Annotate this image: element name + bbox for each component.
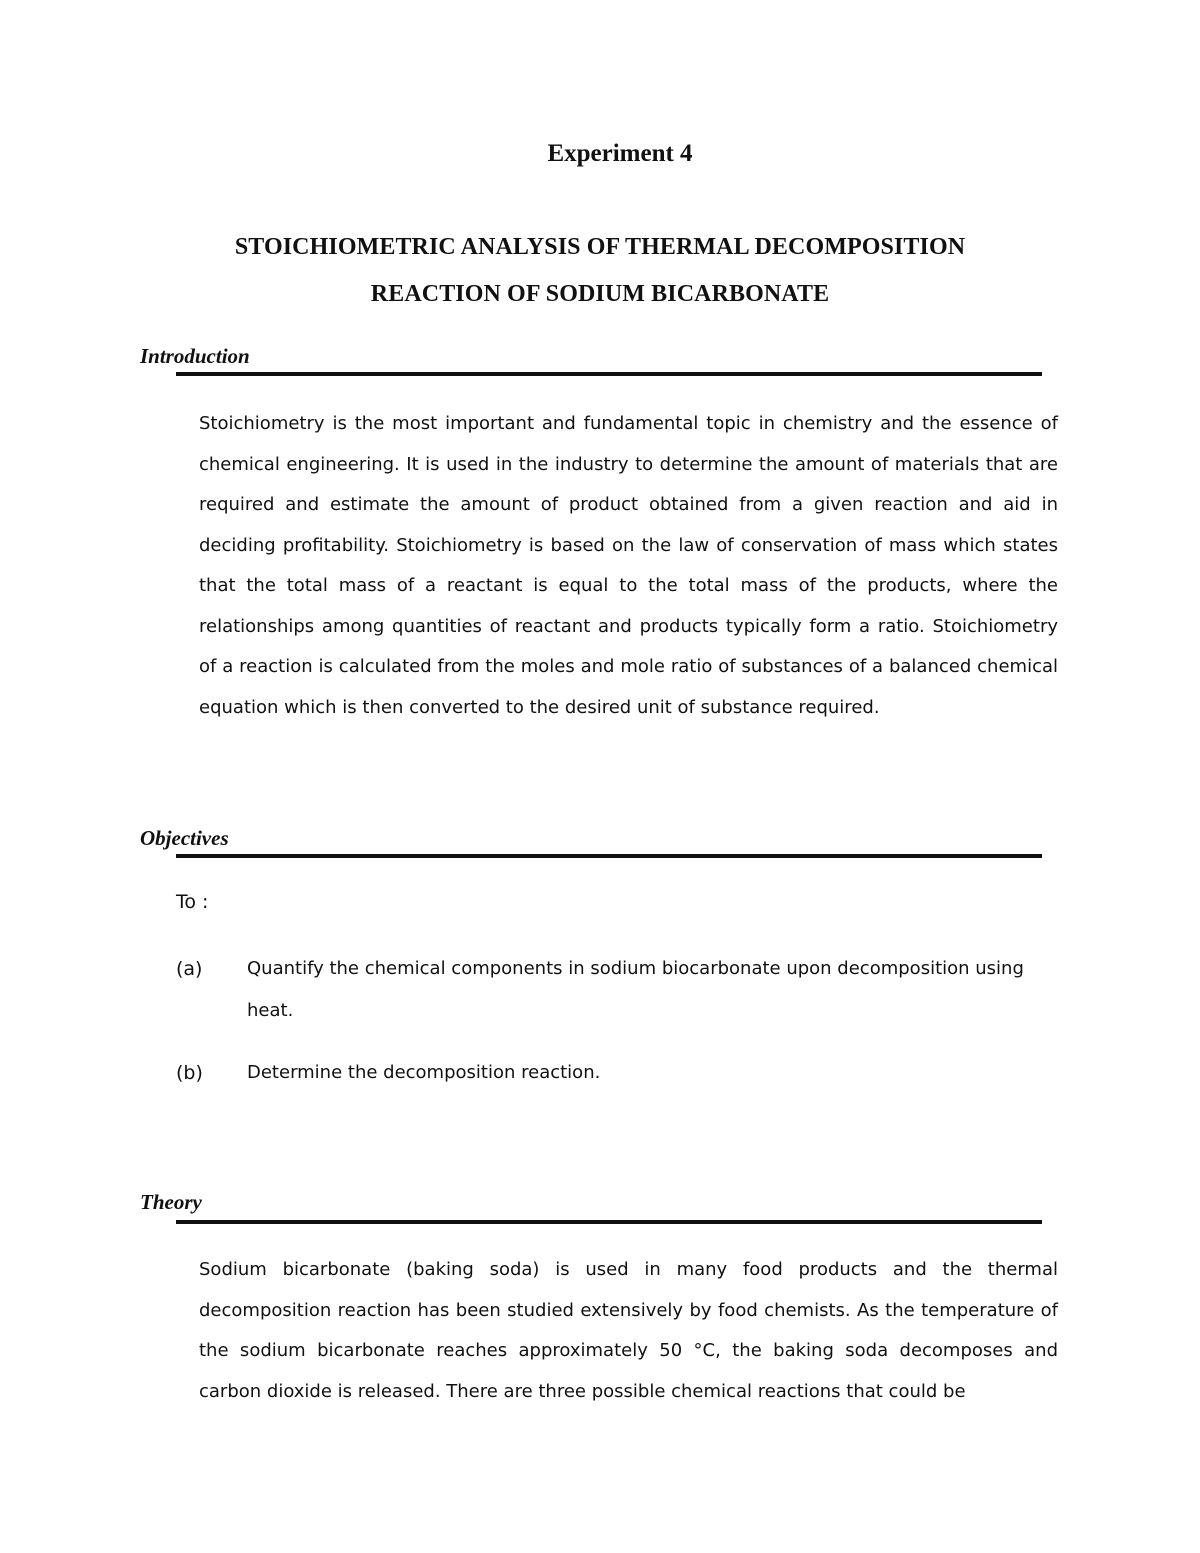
objective-text-b: Determine the decomposition reaction. <box>247 1062 601 1083</box>
theory-rule <box>176 1220 1042 1224</box>
document-title <box>0 224 1200 318</box>
theory-paragraph: Sodium bicarbonate (baking soda) is used in many food products and the thermal decomposition reaction has been studied extensively by food chemists. As the temperature of the sodium bicarbonate reaches approximately 50 °C, the baking soda decomposes and carbon dioxide is released. There are three possible chemical reactions that could be <box>199 1259 1058 1402</box>
experiment-number: Experiment 4 <box>547 140 693 167</box>
objective-marker-a: (a) <box>176 958 203 980</box>
objectives-heading: Objectives <box>140 826 229 850</box>
theory-heading: Theory <box>140 1190 202 1214</box>
introduction-heading: Introduction <box>140 344 250 368</box>
title-line-1: STOICHIOMETRIC ANALYSIS OF THERMAL DECOMPOSITION <box>234 234 966 260</box>
introduction-paragraph: Stoichiometry is the most important and fundamental topic in chemistry and the essence of chemical engineering. It is used in the industry to determine the amount of materials that are required and estimate the amount of product obtained from a given reaction and aid in deciding profitability. Stoichiometry is based on the law of conservation of mass which states that the total mass of a reactant is equal to the total mass of the products, where the relationships among quantities of reactant and products typically form a ratio. Stoichiometry of a reaction is calculated from the moles and mole ratio of substances of a balanced chemical equation which is then converted to the desired unit of substance required. <box>199 413 1058 718</box>
objective-marker-b: (b) <box>176 1062 203 1084</box>
introduction-rule <box>176 372 1042 376</box>
objectives-intro: To : <box>176 891 209 913</box>
objectives-rule <box>176 854 1042 858</box>
objective-text-a: Quantify the chemical components in sodium biocarbonate upon decomposition using heat. <box>247 958 1024 1021</box>
title-line-2: REACTION OF SODIUM BICARBONATE <box>370 281 830 307</box>
